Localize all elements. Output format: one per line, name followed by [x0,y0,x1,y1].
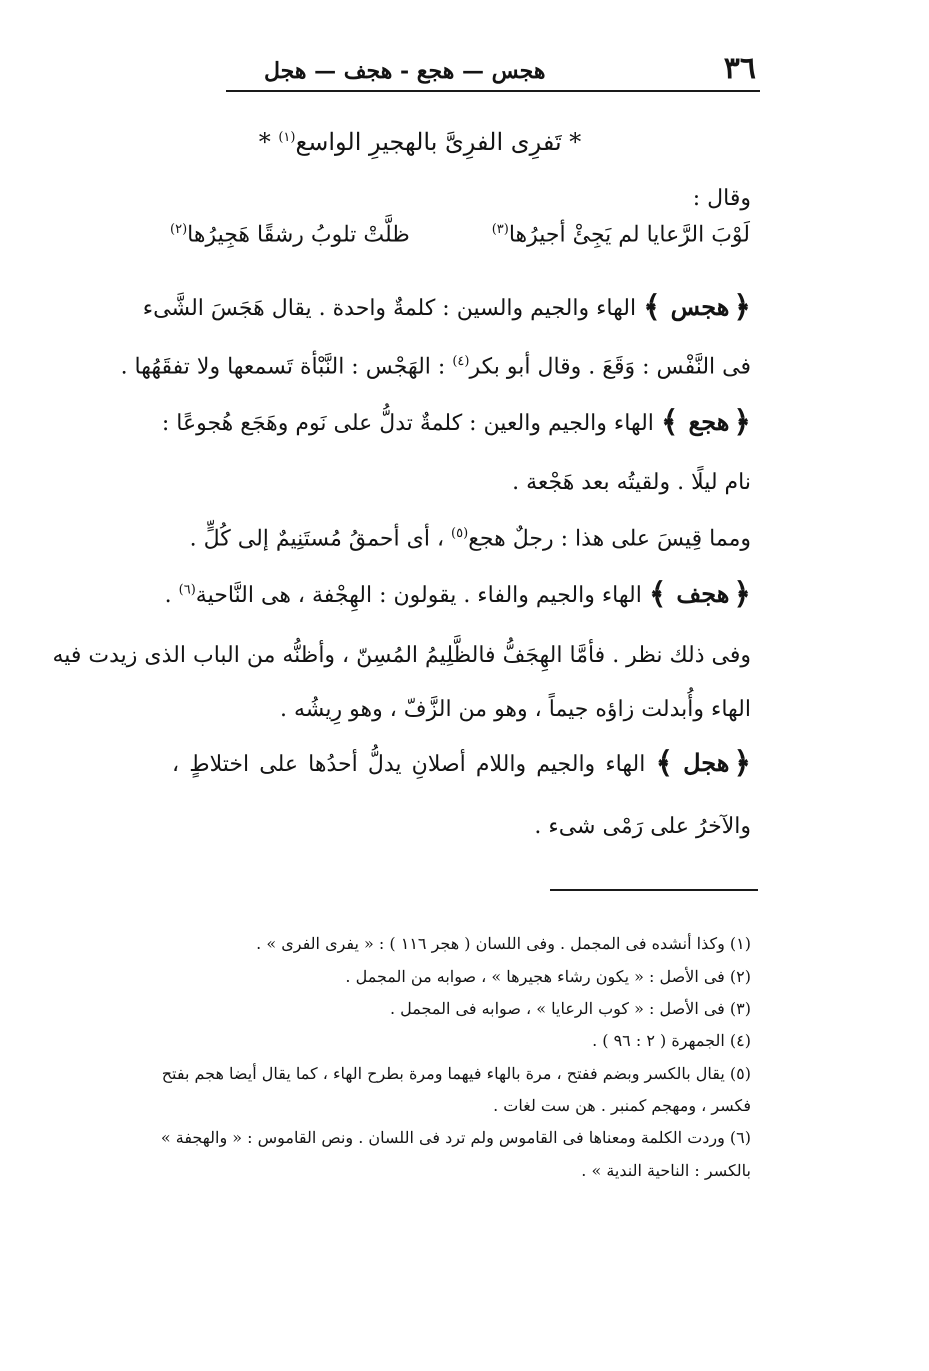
bracket-open: ﴿ [733,290,751,325]
footnote-divider [550,889,758,891]
bracket-close: ﴾ [643,290,661,325]
entry-hajaa-line-3: ومما قِيسَ على هذا : رجلٌ هجع$^{(٥)}$ ، أى أحمقُ مُستَنِيمٌ إلى كُلٍّ . [189,526,751,552]
entry-hajaf-line-3: الهاء وأُبدلت زاؤه جيماً ، وهو من الزَّفّ ، وهو رِيشُه . [279,697,751,722]
entry-text: الهاء والجيم والسين : كلمةٌ واحدة . يقال هَجَسَ الشَّىء [142,296,637,321]
footnote-5-cont: فكسر ، ومهجم كمنبر . هن ست لغات . [493,1096,751,1115]
verse-title [240,128,600,156]
verse-first-hemistich: ظلَّتْ تلوبُ رشقًا هَجِيرُها$^{(٢)}$ [170,222,410,248]
verse-title-note: (١) [278,130,296,145]
page-header [226,46,760,92]
bracket-open: ﴿ [733,405,751,440]
entry-hajaf-line-1: ﴿هجف﴾ الهاء والجيم والفاء . يقولون : الهِجْفة ، هى النَّاحية$^{(٦)}$ . [164,577,751,612]
bracket-close: ﴾ [648,577,667,612]
verse-title-text: * تَفرِى الفرِىَّ بالهجيرِ الواسع [295,128,582,156]
footnote-3: (٣) فى الأصل : « كوب الرعايا » ، صوابه فى المجمل . [389,999,751,1018]
entry-hajaf-line-2: وفى ذلك نظر . فأمَّا الهِجَفُّ فالظَّلِيمُ المُسِنّ ، وأظنُّه من الباب الذى زيدت فيه [52,643,751,668]
verse-second-hemistich: لَوْبَ الرَّعايا لم يَجِئْ أجيرُها$^{(٣)}$ [491,222,750,248]
entry-hajal-line-2: والآخرُ على رَمْى شىء . [534,814,751,839]
running-title: هجس — هجع - هجف — هجل [264,58,546,84]
footnote-6-cont: بالكسر : الناحية الندية » . [581,1161,751,1180]
entry-head-hajal: هجل [683,748,730,777]
footnote-1: (١) وكذا أنشده فى المجمل . وفى اللسان ( هجر ١١٦ ) : « يفرى الفرى » . [256,934,751,953]
entry-hajaa-line-1: ﴿هجع﴾ الهاء والجيم والعين : كلمةٌ تدلُّ على نَوم وهَجَع هُجوعًا : [161,405,751,440]
entry-hajaa-line-2: نام ليلًا . ولقيتُه بعد هَجْعة . [512,470,751,495]
bracket-close: ﴾ [655,746,674,781]
footnote-6: (٦) وردت الكلمة ومعناها فى القاموس ولم ترد فى اللسان . ونص القاموس : « والهجفة » [160,1128,751,1147]
verse-title-end: * [258,128,271,156]
entry-head-hajaf: هجف [676,579,730,608]
bracket-open: ﴿ [733,577,751,612]
entry-hajal-line-1: ﴿هجل﴾ الهاء والجيم واللام أصلانِ يدلُّ أحدُها على اختلاطٍ ، [172,746,752,781]
bracket-close: ﴾ [660,405,679,440]
page-number: ٣٦ [723,51,756,86]
footnote-4: (٤) الجمهرة ( ٢ : ٩٦ ) . [592,1031,751,1050]
entry-hajas-line-2: فى النَّفْس : وَقَعَ . وقال أبو بكر$^{(٤)}$ : الهَجْس : النَّبْأة تَسمعها ولا تفقَهُها . [120,354,751,380]
bracket-open: ﴿ [733,746,752,781]
entry-hajas-line-1 [142,290,751,325]
footnote-2: (٢) فى الأصل : « يكون رشاء هجيرها » ، صوابه من المجمل . [345,967,751,986]
verse [170,222,750,262]
entry-head-hajaa: هجع [688,407,730,436]
footnote-5: (٥) يقال بالكسر وبضم ففتح ، مرة بالهاء فيهما ومرة بطرح الهاء ، كما يقال أيضا هجم بفتح [161,1064,751,1083]
entry-head-hajas: هجس [670,292,730,321]
intro-line: وقال : [692,186,751,211]
